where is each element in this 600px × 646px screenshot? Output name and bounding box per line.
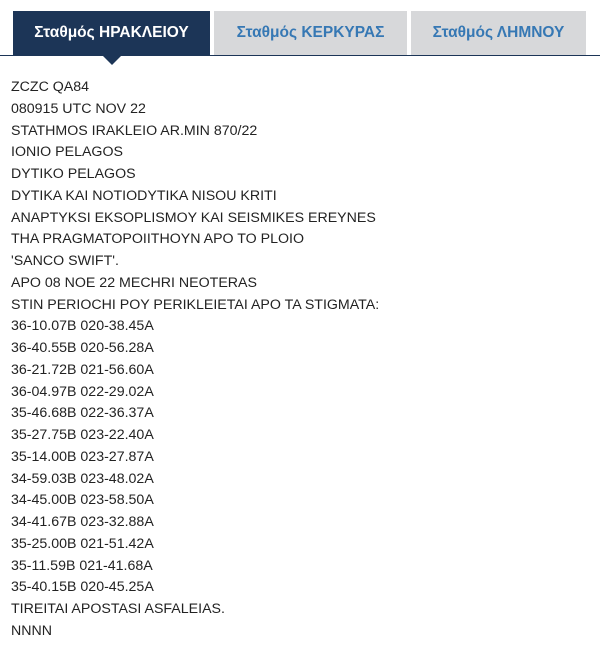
tab-kerkyra-label: Σταθμός ΚΕΡΚΥΡΑΣ	[236, 24, 385, 41]
message-line: 34-45.00B 023-58.50A	[11, 492, 154, 509]
message-line: 'SANCO SWIFT'.	[11, 253, 119, 269]
tab-heraklion-label: Σταθμός ΗΡΑΚΛΕΙΟΥ	[34, 24, 189, 41]
tab-kerkyra[interactable]	[214, 11, 407, 55]
station-tabs	[0, 0, 600, 56]
message-line: 080915 UTC NOV 22	[11, 100, 146, 117]
message-line: 35-25.00B 021-51.42A	[11, 535, 154, 552]
message-line: TIREITAI APOSTASI ASFALEIAS.	[11, 601, 225, 617]
message-line: IONIO PELAGOS	[11, 144, 123, 161]
message-line: DYTIKA KAI NOTIODYTIKA NISOU KRITI	[11, 187, 277, 204]
message-line: 36-04.97B 022-29.02A	[11, 383, 154, 400]
message-line: 35-11.59B 021-41.68A	[11, 557, 153, 574]
message-panel	[0, 55, 600, 646]
tab-limnos[interactable]	[411, 11, 586, 55]
message-line: NNNN	[11, 622, 52, 639]
tab-limnos-label: Σταθμός ΛΗΜΝΟΥ	[432, 24, 565, 41]
message-line: THA PRAGMATOPOIITHOYN APO TO PLOIO	[11, 231, 305, 248]
message-line: 36-40.55B 020-56.28A	[11, 340, 154, 356]
message-line: 34-59.03B 023-48.02A	[11, 470, 154, 487]
navtex-message	[11, 77, 379, 643]
message-line: STATHMOS IRAKLEIO AR.MIN 870/22	[11, 122, 258, 139]
message-line: DYTIKO PELAGOS	[11, 166, 136, 182]
message-line: 36-21.72B 021-56.60A	[11, 361, 154, 378]
message-line: APO 08 NOE 22 MECHRI NEOTERAS	[11, 274, 257, 291]
message-line: 35-27.75B 023-22.40A	[11, 427, 154, 443]
message-line: 35-14.00B 023-27.87A	[11, 448, 154, 465]
message-line: 35-46.68B 022-36.37A	[11, 405, 154, 422]
message-line: STIN PERIOCHI POY PERIKLEIETAI APO TA STIGMATA:	[11, 296, 380, 313]
message-line: 36-10.07B 020-38.45A	[11, 318, 154, 335]
message-line: 34-41.67B 023-32.88A	[11, 514, 154, 530]
message-line: 35-40.15B 020-45.25A	[11, 579, 154, 596]
tab-heraklion[interactable]	[13, 11, 210, 55]
message-line: ANAPTYKSI EKSOPLISMOY KAI SEISMIKES EREYNES	[11, 209, 376, 226]
message-line: ZCZC QA84	[11, 79, 90, 95]
